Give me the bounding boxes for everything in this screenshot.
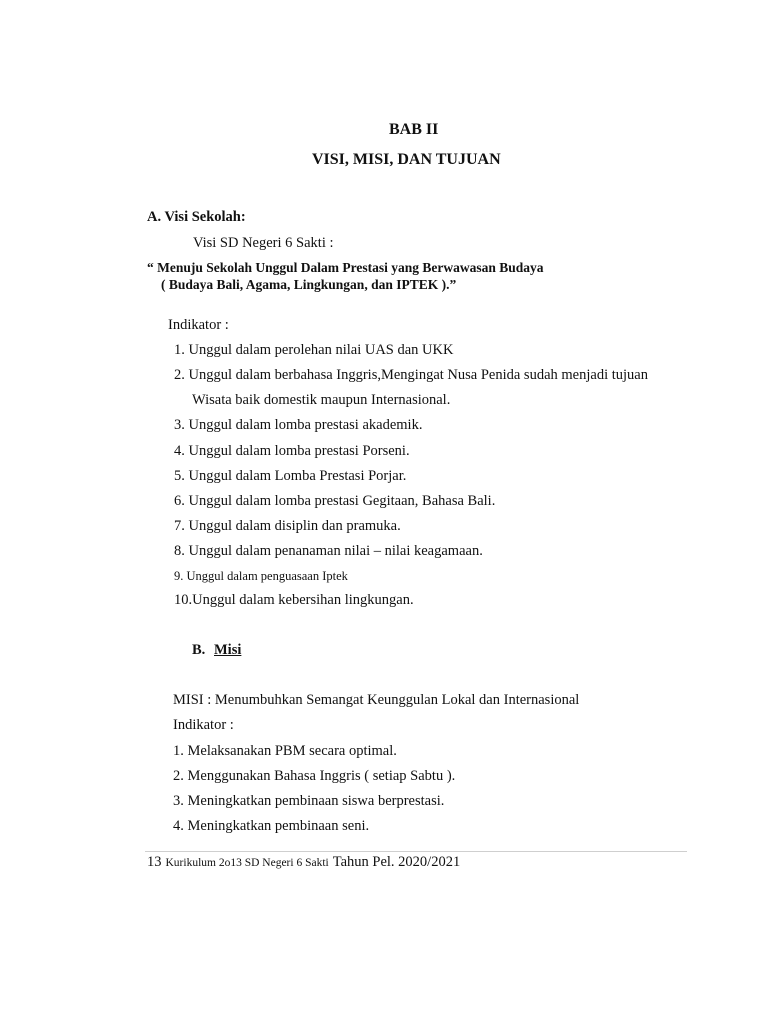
visi-indicator-item: 3. Unggul dalam lomba prestasi akademik. xyxy=(174,417,423,433)
visi-indicator-label: Indikator : xyxy=(168,317,229,333)
section-b-letter: B. xyxy=(192,642,206,658)
page-number: 13 xyxy=(147,854,162,870)
section-b-heading: Misi xyxy=(214,642,242,658)
misi-indicator-item: 3. Meningkatkan pembinaan siswa berprestasi. xyxy=(173,793,445,809)
misi-statement: MISI : Menumbuhkan Semangat Keunggulan Lokal dan Internasional xyxy=(173,692,580,708)
visi-quote-line-1: “ Menuju Sekolah Unggul Dalam Prestasi yang Berwawasan Budaya xyxy=(147,260,544,275)
visi-indicator-item: 4. Unggul dalam lomba prestasi Porseni. xyxy=(174,443,410,459)
visi-indicator-item: 9. Unggul dalam penguasaan Iptek xyxy=(174,569,348,583)
footer-year: Tahun Pel. 2020/2021 xyxy=(332,854,461,870)
page-title: VISI, MISI, DAN TUJUAN xyxy=(312,151,501,168)
visi-indicator-item: 5. Unggul dalam Lomba Prestasi Porjar. xyxy=(174,468,407,484)
visi-indicator-item: 8. Unggul dalam penanaman nilai – nilai keagamaan. xyxy=(174,543,483,559)
visi-indicator-item: 10.Unggul dalam kebersihan lingkungan. xyxy=(174,592,414,608)
visi-indicator-item-continuation: Wisata baik domestik maupun Internasional. xyxy=(192,392,451,408)
visi-intro: Visi SD Negeri 6 Sakti : xyxy=(193,235,334,251)
section-a-heading: A. Visi Sekolah: xyxy=(147,209,246,225)
visi-indicator-item: 1. Unggul dalam perolehan nilai UAS dan UKK xyxy=(174,342,454,358)
visi-quote-line-2: ( Budaya Bali, Agama, Lingkungan, dan IPTEK ).” xyxy=(161,277,457,292)
misi-indicator-label: Indikator : xyxy=(173,717,234,733)
visi-indicator-item: 7. Unggul dalam disiplin dan pramuka. xyxy=(174,518,401,534)
page-footer xyxy=(147,853,460,871)
visi-indicator-item: 6. Unggul dalam lomba prestasi Gegitaan, Bahasa Bali. xyxy=(174,493,496,509)
misi-indicator-item: 2. Menggunakan Bahasa Inggris ( setiap Sabtu ). xyxy=(173,768,456,784)
chapter-number: BAB II xyxy=(389,121,439,138)
visi-indicator-item: 2. Unggul dalam berbahasa Inggris,Mengingat Nusa Penida sudah menjadi tujuan xyxy=(174,367,648,383)
footer-doc-name: Kurikulum 2o13 SD Negeri 6 Sakti xyxy=(165,857,329,869)
misi-indicator-item: 1. Melaksanakan PBM secara optimal. xyxy=(173,743,397,759)
misi-indicator-item: 4. Meningkatkan pembinaan seni. xyxy=(173,818,370,834)
footer-divider xyxy=(145,851,687,852)
